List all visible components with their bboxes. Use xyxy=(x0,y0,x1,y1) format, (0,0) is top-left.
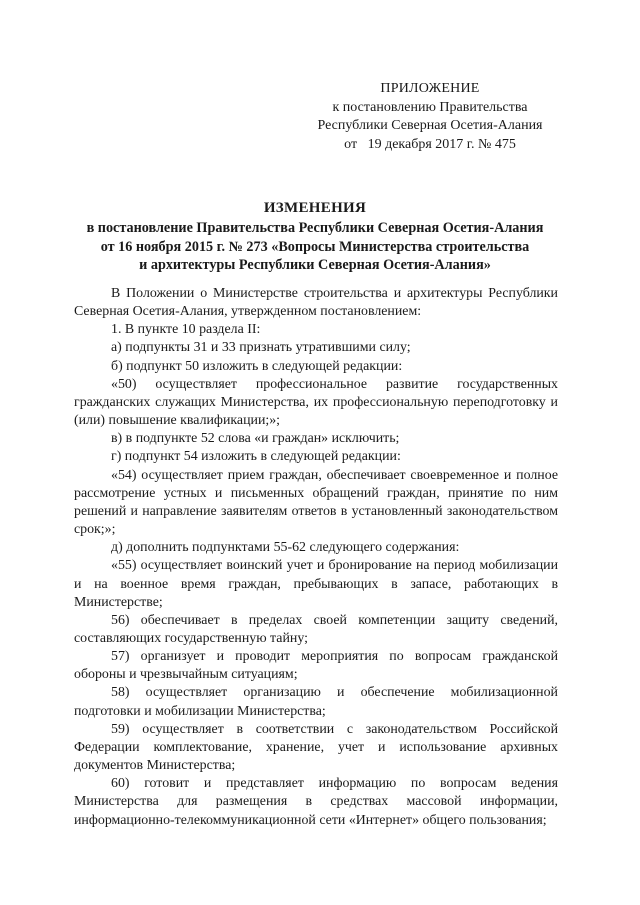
paragraph-subitem-b: б) подпункт 50 изложить в следующей редакции: xyxy=(111,358,403,374)
paragraph-intro: В Положении о Министерстве строительства и архитектуры Республики Северная Осетия-Алания, утвержденном постановлением: xyxy=(74,286,558,320)
heading-line-2: от 16 ноября 2015 г. № 273 «Вопросы Министерства строительства xyxy=(100,238,530,255)
paragraph-clause-60: 60) готовит и представляет информацию по вопросам ведения Министерства для размещения в средствах массовой информации, информационно-телекоммуникационной сети «Интернет» общего пользования; xyxy=(74,776,558,828)
heading-line-1: в постановление Правительства Республики Северная Осетия-Алания xyxy=(86,220,544,237)
paragraph-clause-59: 59) осуществляет в соответствии с законодательством Российской Федерации комплектование, хранение, учет и использование архивных документов Министерства; xyxy=(74,721,558,774)
paragraph-subitem-g: г) подпункт 54 изложить в следующей редакции: xyxy=(111,449,401,465)
heading-line-3: и архитектуры Республики Северная Осетия-Алания» xyxy=(139,257,491,274)
appendix-title: ПРИЛОЖЕНИЕ xyxy=(380,81,480,96)
document-heading xyxy=(60,199,570,275)
document-body xyxy=(74,285,558,830)
appendix-line-2: Республики Северная Осетия-Алания xyxy=(317,118,543,134)
appendix-line-1: к постановлению Правительства xyxy=(332,99,528,115)
appendix-date-line: от 19 декабря 2017 г. № 475 xyxy=(344,136,516,152)
paragraph-clause-50: «50) осуществляет профессиональное развитие государственных гражданских служащих Министерства, их профессиональную переподготовку и (или) повышение квалификации;»; xyxy=(74,376,558,429)
paragraph-clause-54: «54) осуществляет прием граждан, обеспечивает своевременное и полное рассмотрение устных и письменных обращений граждан, принятие по ним решений и направление заявителям ответов в установленный законодательством срок;»; xyxy=(74,467,558,538)
paragraph-clause-57: 57) организует и проводит мероприятия по вопросам гражданской обороны и чрезвычайным ситуациям; xyxy=(74,649,558,683)
paragraph-subitem-v: в) в подпункте 52 слова «и граждан» исключить; xyxy=(111,431,400,447)
paragraph-subitem-a: а) подпункты 31 и 33 признать утратившими силу; xyxy=(111,340,411,356)
appendix-block xyxy=(300,80,560,154)
paragraph-item-1: 1. В пункте 10 раздела II: xyxy=(111,322,261,338)
paragraph-clause-56: 56) обеспечивает в пределах своей компетенции защиту сведений, составляющих государственную тайну; xyxy=(74,612,558,646)
paragraph-subitem-d: д) дополнить подпунктами 55-62 следующего содержания: xyxy=(111,540,460,556)
heading-title: ИЗМЕНЕНИЯ xyxy=(263,200,367,216)
paragraph-clause-58: 58) осуществляет организацию и обеспечение мобилизационной подготовки и мобилизации Министерства; xyxy=(74,685,558,719)
paragraph-clause-55: «55) осуществляет воинский учет и бронирование на период мобилизации и на военное время граждан, пребывающих в запасе, работающих в Министерстве; xyxy=(74,558,558,610)
